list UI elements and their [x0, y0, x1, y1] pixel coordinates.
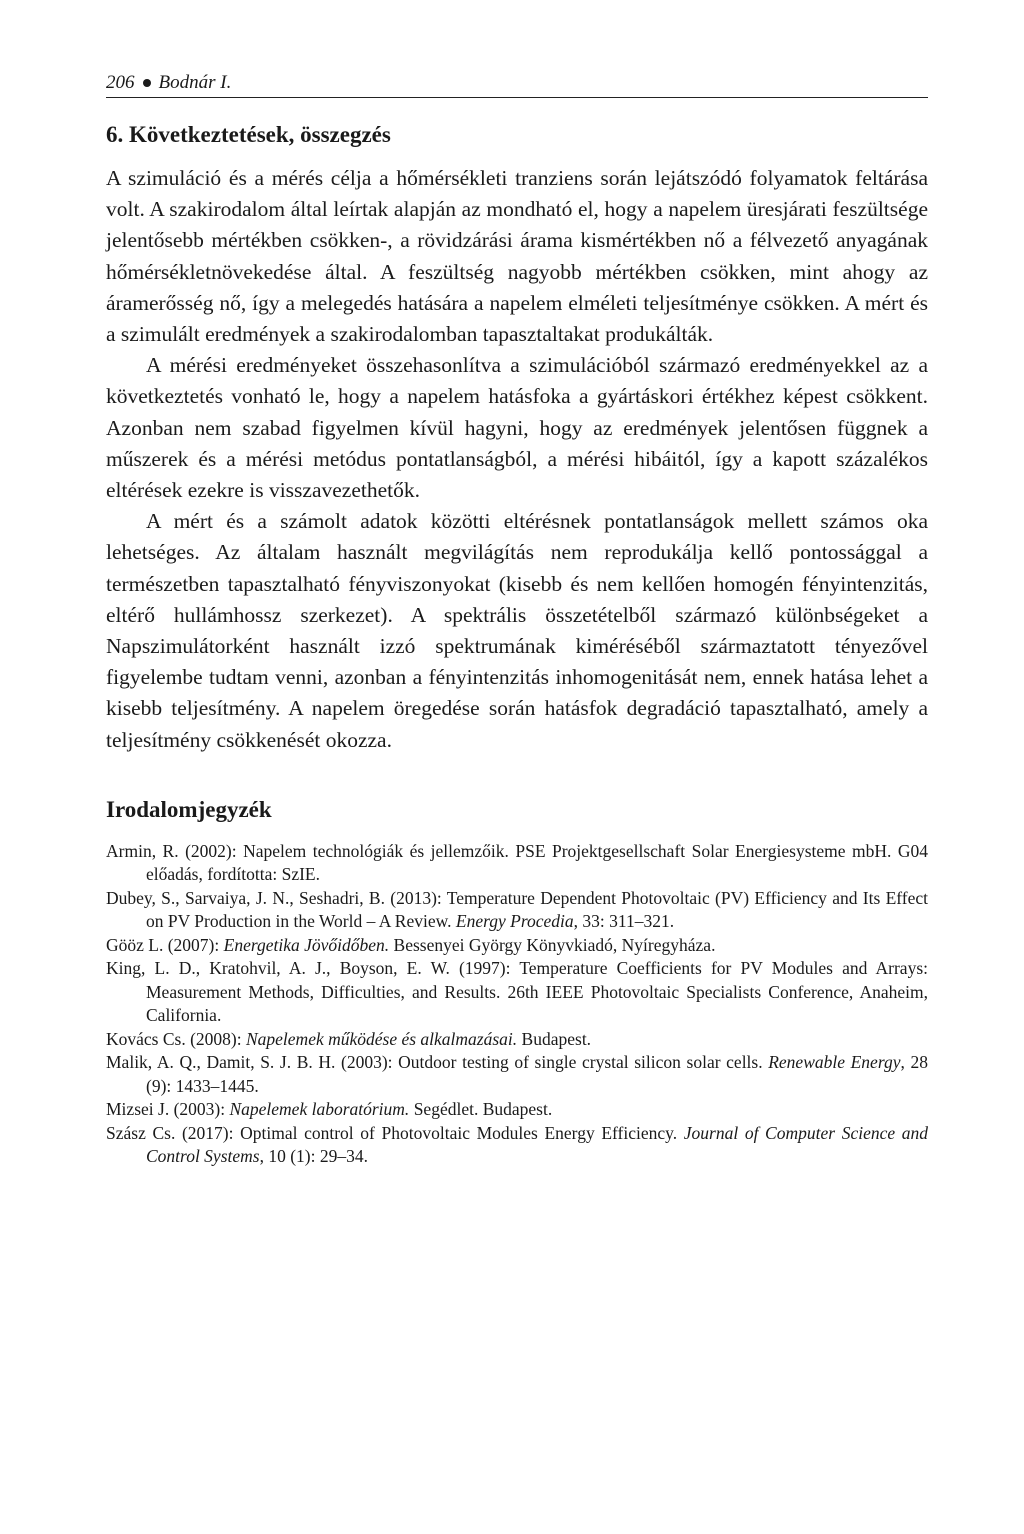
reference-text: Gööz L. (2007): [106, 934, 224, 955]
section-title: 6. Következtetések, összegzés [106, 122, 391, 147]
reference-item [106, 1051, 928, 1098]
reference-item [106, 1098, 928, 1122]
reference-item [106, 1122, 928, 1169]
reference-list [106, 840, 928, 1169]
reference-source: Energetika Jövőidőben. [223, 934, 390, 955]
reference-source: Napelemek laboratórium. [229, 1099, 410, 1120]
reference-details: Segédlet. Budapest. [409, 1099, 553, 1120]
reference-details: Bessenyei György Könyvkiadó, Nyíregyháza. [389, 934, 716, 955]
running-head-author: Bodnár I. [158, 72, 232, 93]
reference-details: , 28 (9): 1433–1445. [146, 1052, 928, 1096]
reference-details: , 33: 311–321. [573, 911, 675, 932]
running-head [106, 72, 928, 98]
reference-text: Dubey, S., Sarvaiya, J. N., Seshadri, B. (2013): Temperature Dependent Photovoltaic (PV) Efficiency and Its Effect on PV Production in the World – A Review. [106, 887, 928, 932]
reference-item [106, 840, 928, 887]
paragraph: A mért és a számolt adatok közötti eltérésnek pontatlanságok mellett számos oka lehetséges. Az általam használt megvilágítás nem reprodukálja kellő pontossággal a természetben tapasztalható fényviszonyokat (kisebb és nem kellően homogén fényintenzitás, eltérő hullámhossz szerkezet). A spektrális összetételből származó különbségeket a Napszimulátorként használt izzó spektrumának kiméréséből származtatott tényezővel figyelembe tudtam venni, azonban a fényintenzitás inhomogenitását nem, ennek hatása lehet a kisebb teljesítmény. A napelem öregedése során hatásfok degradáció tapasztalható, amely a teljesítmény csökkenését okozza. [106, 509, 928, 752]
reference-text: Szász Cs. (2017): Optimal control of Photovoltaic Modules Energy Efficiency. [106, 1122, 684, 1143]
reference-source: Renewable Energy [768, 1052, 901, 1073]
reference-item [106, 934, 928, 958]
paragraph: A mérési eredményeket összehasonlítva a szimulációból származó eredményekkel az a következtetés vonható le, hogy a napelem hatásfoka a gyártáskori értékhez képest csökkent. Azonban nem szabad figyelmen kívül hagyni, hogy az eredmények jelentősen függnek a műszerek és a mérési metódus pontatlanságból, a mérési hibáitól, így a kapott százalékos eltérések ezekre is visszavezethetők. [106, 353, 928, 503]
reference-item [106, 957, 928, 1028]
reference-source: Energy Procedia [455, 911, 574, 932]
reference-source: Napelemek működése és alkalmazásai. [245, 1028, 518, 1049]
references-title: Irodalomjegyzék [106, 796, 272, 822]
reference-source: Journal of Computer Science and Control Systems [146, 1122, 929, 1167]
reference-text: Malik, A. Q., Damit, S. J. B. H. (2003): Outdoor testing of single crystal silicon solar cells. [106, 1052, 769, 1073]
reference-item [106, 1028, 928, 1052]
reference-text: Mizsei J. (2003): [106, 1099, 230, 1120]
reference-item [106, 887, 928, 934]
reference-text: King, L. D., Kratohvil, A. J., Boyson, E. W. (1997): Temperature Coefficients for PV Modules and Arrays: Measurement Methods, Difficulties, and Results. 26th IEEE Photovoltaic Specialists Conference, Anaheim, California. [106, 958, 928, 1026]
reference-text: Kovács Cs. (2008): [106, 1028, 246, 1049]
reference-details: Budapest. [517, 1028, 592, 1049]
paragraph: A szimuláció és a mérés célja a hőmérsékleti tranziens során lejátszódó folyamatok feltárása volt. A szakirodalom által leírtak alapján az mondható el, hogy a napelem üresjárati feszültsége jelentősebb mértékben csökken-, a rövidzárási árama kismértékben nő a félvezető anyagának hőmérsékletnövekedése által. A feszültség nagyobb mértékben csökken, mint ahogy az áramerősség nő, így a melegedés hatására a napelem elméleti teljesítménye csökken. A mért és a szimulált eredmények a szakirodalomban tapasztaltakat produkálták. [106, 166, 928, 347]
page-number: 206 [106, 72, 135, 93]
reference-text: Armin, R. (2002): Napelem technológiák és jellemzőik. PSE Projektgesellschaft Solar Energiesysteme mbH. G04 előadás, fordította: SzIE. [106, 840, 928, 885]
bullet-icon [143, 79, 151, 87]
reference-details: , 10 (1): 29–34. [259, 1146, 368, 1167]
section-body [106, 163, 928, 756]
page [106, 72, 928, 1169]
